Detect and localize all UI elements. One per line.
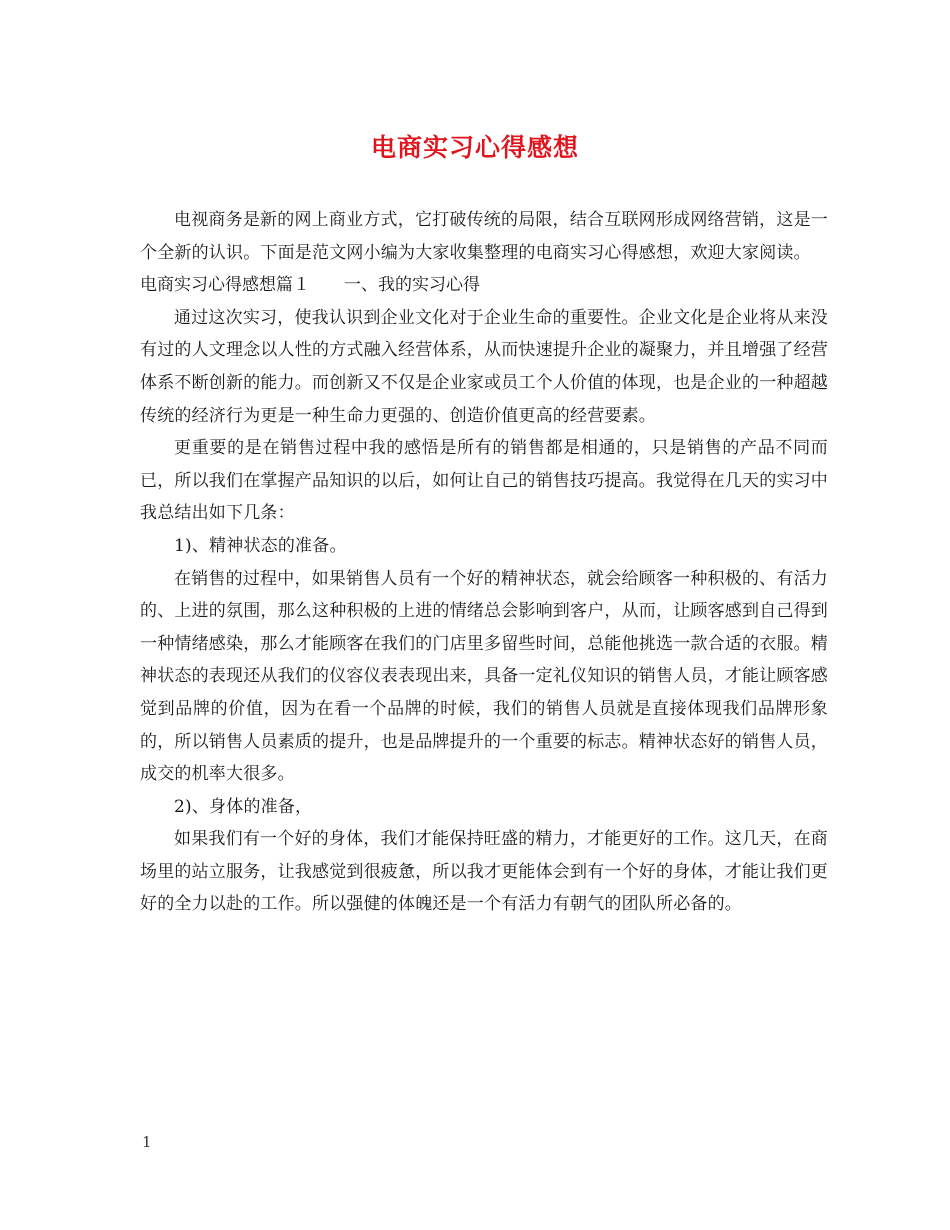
list-item-heading: 2)、身体的准备， <box>174 796 313 817</box>
section-heading: 电商实习心得感想篇１ 一、我的实习心得 <box>140 275 480 296</box>
document-body <box>140 204 828 921</box>
body-paragraph: 在销售的过程中，如果销售人员有一个好的精神状态，就会给顾客一种积极的、有活力的、上进的氛围，那么这种积极的上进的情绪总会影响到客户，从而，让顾客感到自己得到一种情绪感染，那么才能顾客在我们的门店里多留些时间，总能他挑选一款合适的衣服。精神状态的表现还从我们的仪容仪表表现出来，具备一定礼仪知识的销售人员，才能让顾客感觉到品牌的价值，因为在看一个品牌的时候，我们的销售人员就是直接体现我们品牌形象的，所以销售人员素质的提升，也是品牌提升的一个重要的标志。精神状态好的销售人员，成交的机率大很多。 <box>140 568 828 785</box>
page-number: 1 <box>142 1133 152 1151</box>
body-paragraph: 如果我们有一个好的身体，我们才能保持旺盛的精力，才能更好的工作。这几天，在商场里的站立服务，让我感觉到很疲惫，所以我才更能体会到有一个好的身体，才能让我们更好的全力以赴的工作。所以强健的体魄还是一个有活力有朝气的团队所必备的。 <box>140 829 828 915</box>
body-paragraph: 更重要的是在销售过程中我的感悟是所有的销售都是相通的，只是销售的产品不同而已，所以我们在掌握产品知识的以后，如何让自己的销售技巧提高。我觉得在几天的实习中我总结出如下几条： <box>140 438 828 524</box>
list-item-heading: 1)、精神状态的准备。 <box>174 535 347 556</box>
intro-paragraph: 电视商务是新的网上商业方式，它打破传统的局限，结合互联网形成网络营销，这是一个全新的认识。下面是范文网小编为大家收集整理的电商实习心得感想，欢迎大家阅读。 <box>140 210 828 263</box>
body-paragraph: 通过这次实习，使我认识到企业文化对于企业生命的重要性。企业文化是企业将从来没有过的人文理念以人性的方式融入经营体系，从而快速提升企业的凝聚力，并且增强了经营体系不断创新的能力。而创新又不仅是企业家或员工个人价值的体现，也是企业的一种超越传统的经济行为更是一种生命力更强的、创造价值更高的经营要素。 <box>140 307 828 426</box>
document-title: 电商实习心得感想 <box>370 133 579 162</box>
